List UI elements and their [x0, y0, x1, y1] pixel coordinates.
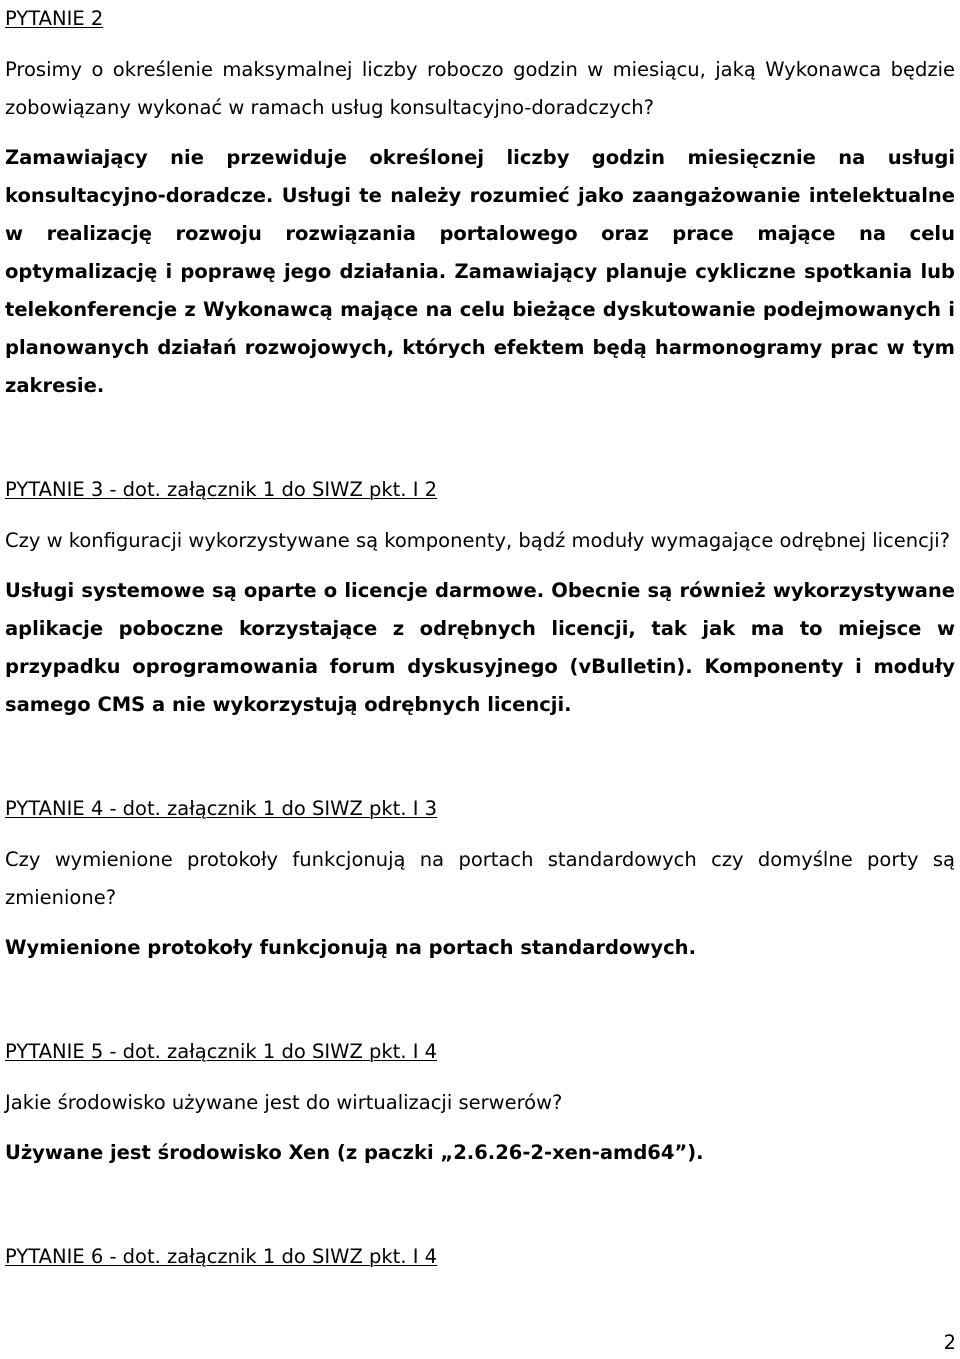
- section-heading: PYTANIE 2: [5, 7, 104, 30]
- section-heading: PYTANIE 5 - dot. załącznik 1 do SIWZ pkt. I 4: [5, 1040, 438, 1063]
- section-pytanie-6: [5, 1238, 955, 1276]
- question-text: Czy w konfiguracji wykorzystywane są komponenty, bądź moduły wymagające odrębnej licencji?: [5, 529, 951, 552]
- document-page: [5, 0, 955, 1276]
- section-pytanie-3: [5, 471, 955, 724]
- question-text: Prosimy o określenie maksymalnej liczby roboczo godzin w miesiącu, jaką Wykonawca będzie zobowiązany wykonać w ramach usług konsultacyjno-doradczych?: [5, 58, 955, 119]
- answer-text: Wymienione protokoły funkcjonują na portach standardowych.: [5, 936, 696, 959]
- section-pytanie-5: [5, 1033, 955, 1172]
- page-number: 2: [943, 1331, 956, 1354]
- answer-text: Usługi systemowe są oparte o licencje darmowe. Obecnie są również wykorzystywane aplikacje poboczne korzystające z odrębnych licencji, tak jak ma to miejsce w przypadku oprogramowania forum dyskusyjnego (vBulletin). Komponenty i moduły samego CMS a nie wykorzystują odrębnych licencji.: [5, 579, 955, 716]
- section-heading: PYTANIE 4 - dot. załącznik 1 do SIWZ pkt. I 3: [5, 797, 438, 820]
- section-heading: PYTANIE 6 - dot. załącznik 1 do SIWZ pkt. I 4: [5, 1245, 438, 1268]
- question-text: Czy wymienione protokoły funkcjonują na portach standardowych czy domyślne porty są zmienione?: [5, 848, 955, 909]
- question-text: Jakie środowisko używane jest do wirtualizacji serwerów?: [5, 1091, 563, 1114]
- section-pytanie-4: [5, 790, 955, 967]
- section-pytanie-2: [5, 0, 955, 405]
- answer-text: Zamawiający nie przewiduje określonej liczby godzin miesięcznie na usługi konsultacyjno-doradcze. Usługi te należy rozumieć jako zaangażowanie intelektualne w realizację rozwoju rozwiązania portalowego oraz prace mające na celu optymalizację i poprawę jego działania. Zamawiający planuje cykliczne spotkania lub telekonferencje z Wykonawcą mające na celu bieżące dyskutowanie podejmowanych i planowanych działań rozwojowych, których efektem będą harmonogramy prac w tym zakresie.: [5, 146, 955, 397]
- section-heading: PYTANIE 3 - dot. załącznik 1 do SIWZ pkt. I 2: [5, 478, 438, 501]
- answer-text: Używane jest środowisko Xen (z paczki „2.6.26-2-xen-amd64”).: [5, 1141, 704, 1164]
